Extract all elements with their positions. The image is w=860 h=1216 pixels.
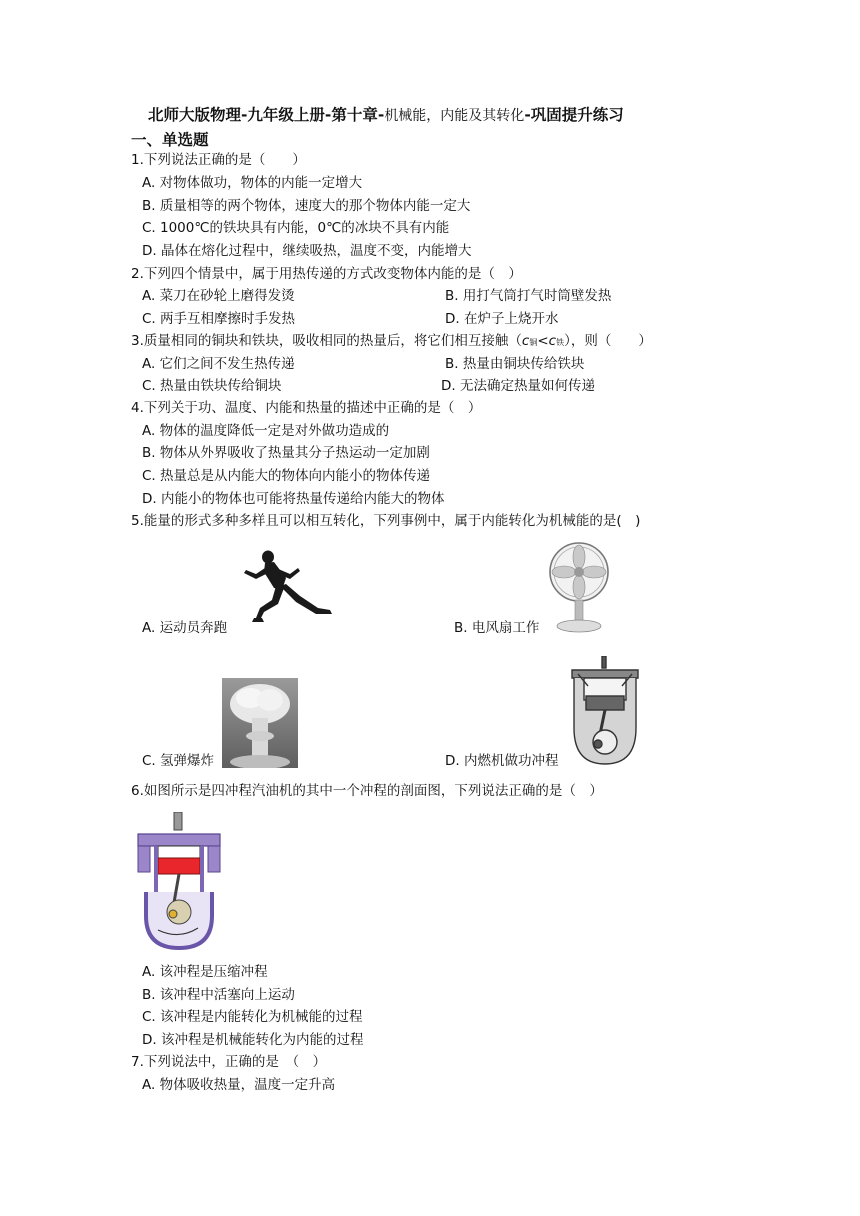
engine-power-stroke-image	[568, 656, 642, 768]
q2-option-b[interactable]: B. 用打气筒打气时筒壁发热	[445, 288, 612, 304]
q3-option-c[interactable]: C. 热量由铁块传给铜块	[142, 378, 282, 394]
q3-option-b[interactable]: B. 热量由铜块传给铁块	[445, 356, 585, 372]
q5-option-c[interactable]: C. 氢弹爆炸	[142, 753, 215, 769]
q3-c-symbol-1: c	[521, 333, 530, 349]
q3-option-d[interactable]: D. 无法确定热量如何传递	[441, 378, 595, 394]
q3-sub-copper: 铜	[529, 338, 538, 347]
q6-stem: 6.如图所示是四冲程汽油机的其中一个冲程的剖面图，下列说法正确的是（ ）	[131, 783, 603, 799]
q2-option-c[interactable]: C. 两手互相摩擦时手发热	[142, 311, 296, 327]
q5-option-d[interactable]: D. 内燃机做功冲程	[445, 753, 559, 769]
q6-option-c[interactable]: C. 该冲程是内能转化为机械能的过程	[142, 1009, 363, 1025]
q4-option-a[interactable]: A. 物体的温度降低一定是对外做功造成的	[142, 423, 390, 439]
engine-cross-section-image	[136, 812, 222, 952]
q3-sub-iron: 铁	[556, 338, 565, 347]
q3-c-symbol-2: c	[548, 333, 557, 349]
q2-option-d[interactable]: D. 在炉子上烧开水	[445, 311, 559, 327]
q1-stem: 1.下列说法正确的是（ ）	[131, 152, 306, 168]
electric-fan-image	[548, 540, 610, 634]
q3-option-a[interactable]: A. 它们之间不发生热传递	[142, 356, 295, 372]
q3-stem-pre: 3.质量相同的铜块和铁块，吸收相同的热量后，将它们相互接触（	[131, 333, 522, 349]
q3-stem-post: ），则（ ）	[564, 333, 652, 349]
title-part3: -巩固提升练习	[524, 106, 624, 124]
runner-image	[238, 548, 338, 634]
q6-option-a[interactable]: A. 该冲程是压缩冲程	[142, 964, 268, 980]
q1-option-c[interactable]: C. 1000℃的铁块具有内能，0℃的冰块不具有内能	[142, 220, 450, 236]
section-heading: 一、单选题	[131, 131, 209, 149]
q7-option-a[interactable]: A. 物体吸收热量，温度一定升高	[142, 1077, 336, 1093]
q4-stem: 4.下列关于功、温度、内能和热量的描述中正确的是（ ）	[131, 400, 482, 416]
q4-option-c[interactable]: C. 热量总是从内能大的物体向内能小的物体传递	[142, 468, 431, 484]
title-part2: 机械能，内能及其转化	[384, 108, 525, 124]
q4-option-d[interactable]: D. 内能小的物体也可能将热量传递给内能大的物体	[142, 491, 445, 507]
q2-stem: 2.下列四个情景中，属于用热传递的方式改变物体内能的是（ ）	[131, 266, 522, 282]
q2-option-a[interactable]: A. 菜刀在砂轮上磨得发烫	[142, 288, 295, 304]
mushroom-cloud-image	[222, 678, 298, 768]
q4-option-b[interactable]: B. 物体从外界吸收了热量其分子热运动一定加剧	[142, 445, 430, 461]
q3-stem	[131, 332, 652, 352]
q1-option-a[interactable]: A. 对物体做功，物体的内能一定增大	[142, 175, 363, 191]
page-title	[148, 103, 624, 125]
q5-option-b[interactable]: B. 电风扇工作	[454, 620, 540, 636]
q6-option-b[interactable]: B. 该冲程中活塞向上运动	[142, 987, 295, 1003]
q6-option-d[interactable]: D. 该冲程是机械能转化为内能的过程	[142, 1032, 364, 1048]
q3-less-than: <	[537, 333, 549, 349]
title-part1: 北师大版物理-九年级上册-第十章-	[148, 106, 385, 124]
q5-stem: 5.能量的形式多种多样且可以相互转化，下列事例中，属于内能转化为机械能的是( )	[131, 513, 641, 529]
q1-option-d[interactable]: D. 晶体在熔化过程中，继续吸热，温度不变，内能增大	[142, 243, 472, 259]
q7-stem: 7.下列说法中，正确的是 （ ）	[131, 1054, 327, 1070]
q5-option-a[interactable]: A. 运动员奔跑	[142, 620, 228, 636]
q1-option-b[interactable]: B. 质量相等的两个物体，速度大的那个物体内能一定大	[142, 198, 471, 214]
